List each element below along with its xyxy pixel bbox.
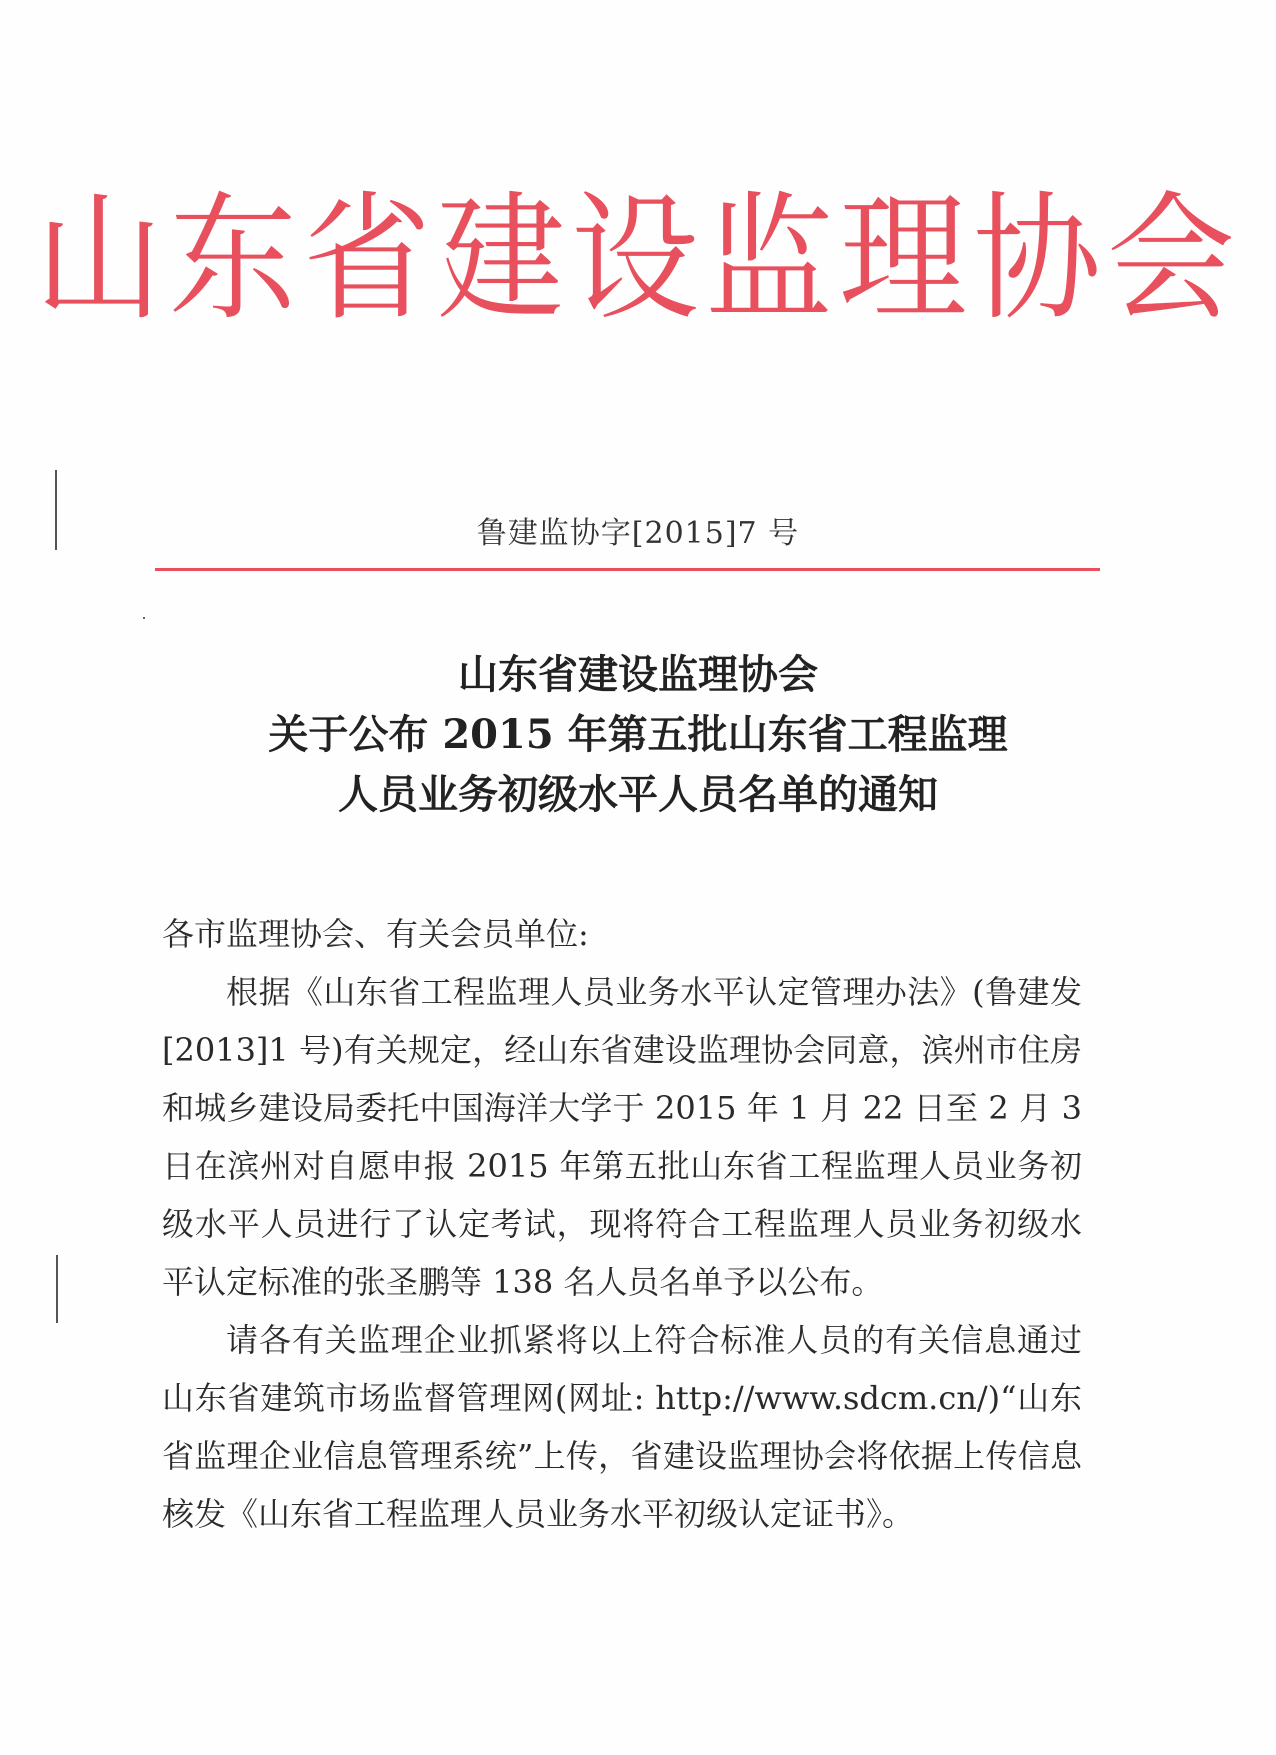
salutation: 各市监理协会、有关会员单位: xyxy=(162,915,589,953)
scan-speck xyxy=(143,617,145,619)
scan-edge-mark xyxy=(56,1255,58,1323)
paragraph-2: 请各有关监理企业抓紧将以上符合标准人员的有关信息通过山东省建筑市场监督管理网(网址: http://www.sdcm.cn/)“山东省监理企业信息管理系统”上传，省建设监理协会将依据上传信息核发《山东省工程监理人员业务水平初级认定证书》。 xyxy=(162,1321,1082,1533)
title-line-1: 山东省建设监理协会 xyxy=(458,651,818,698)
title-line-2: 关于公布 2015 年第五批山东省工程监理 xyxy=(268,711,1008,758)
title-line-3: 人员业务初级水平人员名单的通知 xyxy=(338,771,938,818)
organization-masthead: 山东省建设监理协会 xyxy=(34,178,1241,340)
paragraph-1: 根据《山东省工程监理人员业务水平认定管理办法》(鲁建发[2013]1 号)有关规定，经山东省建设监理协会同意，滨州市住房和城乡建设局委托中国海洋大学于 2015 年 1 月 22 日至 2 月 3 日在滨州对自愿申报 2015 年第五批山东省工程监理人员业务初级水平人员进行了认定考试，现将符合工程监理人员业务初级水平认定标准的张圣鹏等 138 名人员名单予以公布。 xyxy=(162,973,1082,1301)
notice-title xyxy=(0,645,1276,825)
notice-body xyxy=(162,905,1082,1543)
red-divider-line xyxy=(155,568,1100,571)
document-number: 鲁建监协字[2015]7 号 xyxy=(476,516,800,551)
